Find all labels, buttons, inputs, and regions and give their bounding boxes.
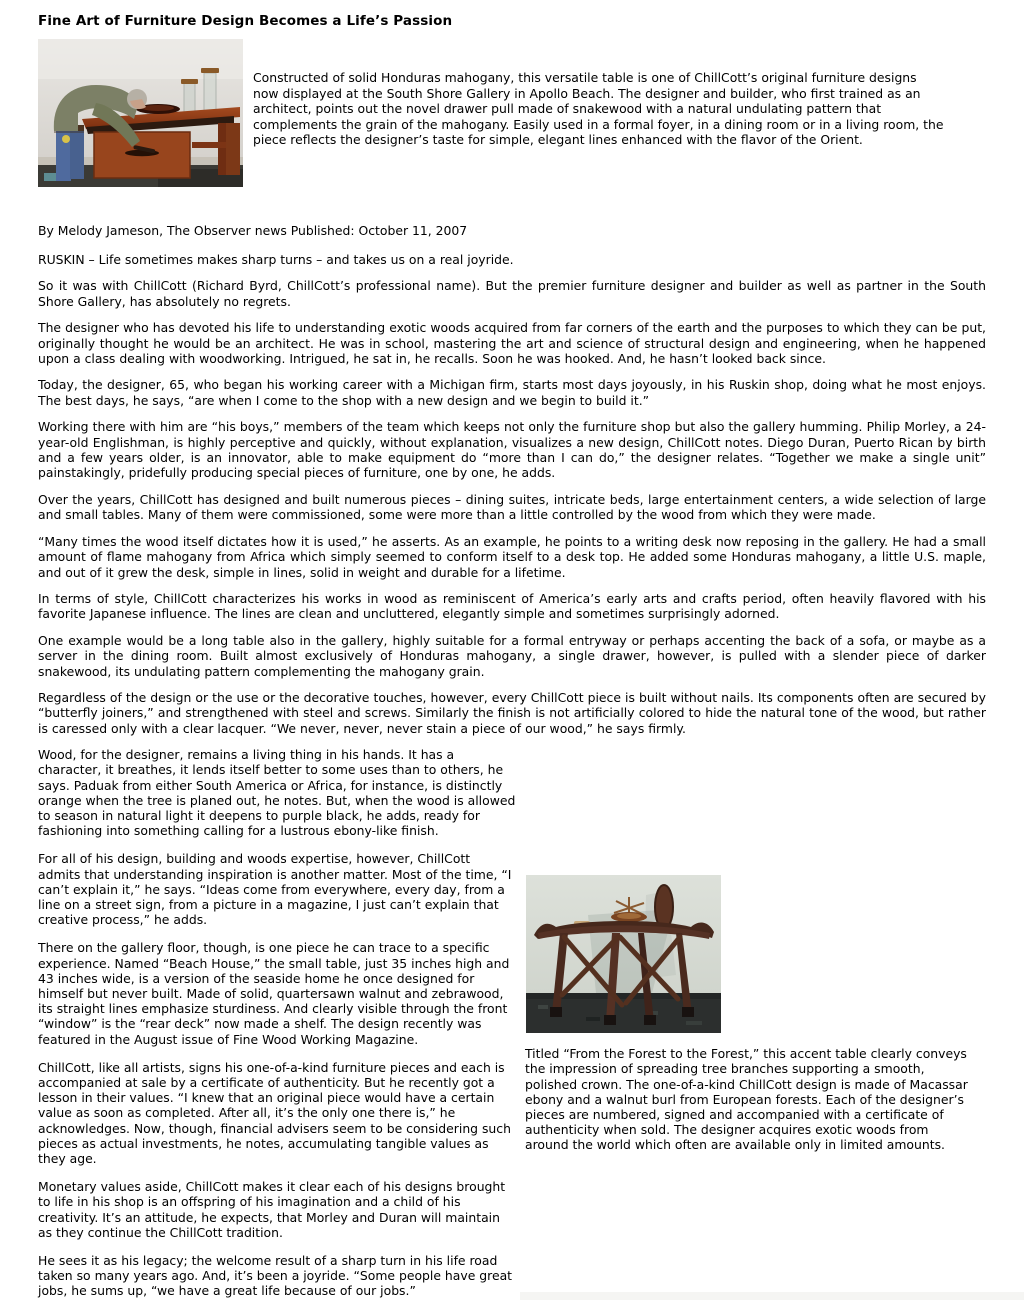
left-paragraph-6: He sees it as his legacy; the welcome result of a sharp turn in his life road taken so many years ago. And, it’s been a joyride. “Some people have great jobs, he sums up, “we have a great life because of our jobs.”	[38, 1253, 513, 1299]
accent-table-caption: Titled “From the Forest to the Forest,” this accent table clearly conveys the impression of spreading tree branches supporting a smooth, polished crown. The one-of-a-kind ChillCott design is made of Macassar ebony and a walnut burl from European forests. Each of the designer’s pieces are numbered, signed and accompanied with a certificate of authenticity when sold. The designer acquires exotic woods from around the world which often are available only in limited amounts.	[525, 1046, 968, 1153]
right-column	[516, 747, 986, 1312]
paragraph-3: The designer who has devoted his life to understanding exotic woods acquired from far corners of the earth and the purposes to which they can be put, originally thought he would be an architect. He was in school, mastering the art and science of structural design and engineering, when he happened upon a class dealing with woodworking. Intrigued, he sat in, he recalls. Soon he was hooked. And, he hasn’t looked back since.	[38, 320, 986, 367]
two-column-section	[38, 747, 986, 1312]
lead-photo	[38, 39, 243, 187]
paragraph-10: Regardless of the design or the use or the decorative touches, however, every ChillCott piece is built without nails. Its components often are secured by “butterfly joiners,” and strengthened with steel and screws. Similarly the finish is not artificially colored to hide the natural tone of the wood, but rather is caressed only with a clear lacquer. “We never, never, never stain a piece of our wood,” he says firmly.	[38, 689, 986, 736]
left-paragraph-4: ChillCott, like all artists, signs his one-of-a-kind furniture pieces and each is accompanied at sale by a certificate of authenticity. But he recently got a lesson in their values. “I knew that an original piece would have a certain value as soon as completed. After all, it’s the only one there is,” he acknowledges. Now, though, financial advisers seem to be considering such pieces as actual investments, he notes, accumulating tangible values as they age.	[38, 1059, 511, 1167]
paragraph-6: Over the years, ChillCott has designed and built numerous pieces – dining suites, intricate beds, large entertainment centers, a wide selection of large and small tables. Many of them were commissioned, some were more than a little controlled by the wood from which they were made.	[38, 491, 986, 523]
byline: By Melody Jameson, The Observer news Published: October 11, 2007	[38, 223, 468, 238]
left-column	[38, 747, 516, 1312]
left-paragraph-3: There on the gallery floor, though, is one piece he can trace to a specific experience. Named “Beach House,” the small table, just 35 inches high and 43 inches wide, is a version of the seaside home he once designed for himself but never built. Made of solid, quartersawn walnut and zebrawood, its straight lines emphasize sturdiness. And clearly visible through the front “window” is the “rear deck” now made a shelf. The design recently was featured in the August issue of Fine Wood Working Magazine.	[38, 940, 510, 1047]
bottom-edge-band	[520, 1292, 1024, 1300]
paragraph-8: In terms of style, ChillCott characterizes his works in wood as reminiscent of America’s early arts and crafts period, often heavily flavored with his favorite Japanese influence. The lines are clean and uncluttered, elegantly simple and sometimes surprisingly adorned.	[38, 590, 986, 622]
lead-section	[38, 36, 986, 187]
accent-table-illustration	[526, 875, 721, 1033]
page-title: Fine Art of Furniture Design Becomes a Life’s Passion	[38, 13, 453, 29]
paragraph-4: Today, the designer, 65, who began his working career with a Michigan firm, starts most days joyously, in his Ruskin shop, doing what he most enjoys. The best days, he says, “are when I come to the shop with a new design and we begin to build it.”	[38, 377, 986, 408]
left-paragraph-1: Wood, for the designer, remains a living thing in his hands. It has a character, it breathes, it lends itself better to some uses than to others, he says. Paduak from either South America or Africa, for instance, is distinctly orange when the tree is planed out, he notes. But, when the wood is allowed to season in natural light it deepens to purple black, he adds, ready for fashioning into something calling for a lustrous ebony-like finish.	[38, 747, 516, 839]
paragraph-9: One example would be a long table also in the gallery, highly suitable for a formal entryway or perhaps accenting the back of a sofa, or maybe as a server in the dining room. Built almost exclusively of Honduras mahogany, a single drawer, however, is pulled with a slender piece of darker snakewood, its undulating pattern complementing the mahogany grain.	[38, 632, 986, 679]
left-paragraph-5: Monetary values aside, ChillCott makes it clear each of his designs brought to life in his shop is an offspring of his imagination and a child of his creativity. It’s an attitude, he expects, that Morley and Duran will maintain as they continue the ChillCott tradition.	[38, 1179, 506, 1240]
paragraph-5: Working there with him are “his boys,” members of the team which keeps not only the furniture shop but also the gallery humming. Philip Morley, a 24-year-old Englishman, is highly perceptive and quickly, without explanation, visualizes a new design, ChillCott notes. Diego Duran, Puerto Rican by birth and a few years older, is an innovator, able to make equipment do “more than I can do,” the designer relates. “Together we make a single unit” painstakingly, pridefully producing special pieces of furniture, one by one, he adds.	[38, 419, 986, 481]
accent-table-photo	[526, 875, 721, 1033]
paragraph-7: “Many times the wood itself dictates how it is used,” he asserts. As an example, he points to a writing desk now reposing in the gallery. He had a small amount of flame mahogany from Africa which simply seemed to conform itself to a desk top. He added some Honduras mahogany, a little U.S. maple, and out of it grew the desk, simple in lines, solid in weight and durable for a lifetime.	[38, 533, 986, 580]
left-paragraph-2: For all of his design, building and woods expertise, however, ChillCott admits that understanding inspiration is another matter. Most of the time, “I can’t explain it,” he says. “Ideas come from everywhere, every day, from a line on a street sign, from a picture in a magazine, I just can’t explain that creative process,” he adds.	[38, 851, 512, 928]
paragraph-2: So it was with ChillCott (Richard Byrd, ChillCott’s professional name). But the premier furniture designer and builder as well as partner in the South Shore Gallery, has absolutely no regrets.	[38, 278, 986, 309]
lead-caption: Constructed of solid Honduras mahogany, this versatile table is one of ChillCott’s original furniture designs now displayed at the South Shore Gallery in Apollo Beach. The designer and builder, who first trained as an architect, points out the novel drawer pull made of snakewood with a natural undulating pattern that complements the grain of the mahogany. Easily used in a formal foyer, in a dining room or in a living room, the piece reflects the designer’s taste for simple, elegant lines enhanced with the flavor of the Orient.	[253, 70, 944, 147]
mahogany-table-photo-illustration	[38, 39, 243, 187]
paragraph-1: RUSKIN – Life sometimes makes sharp turns – and takes us on a real joyride.	[38, 252, 514, 267]
